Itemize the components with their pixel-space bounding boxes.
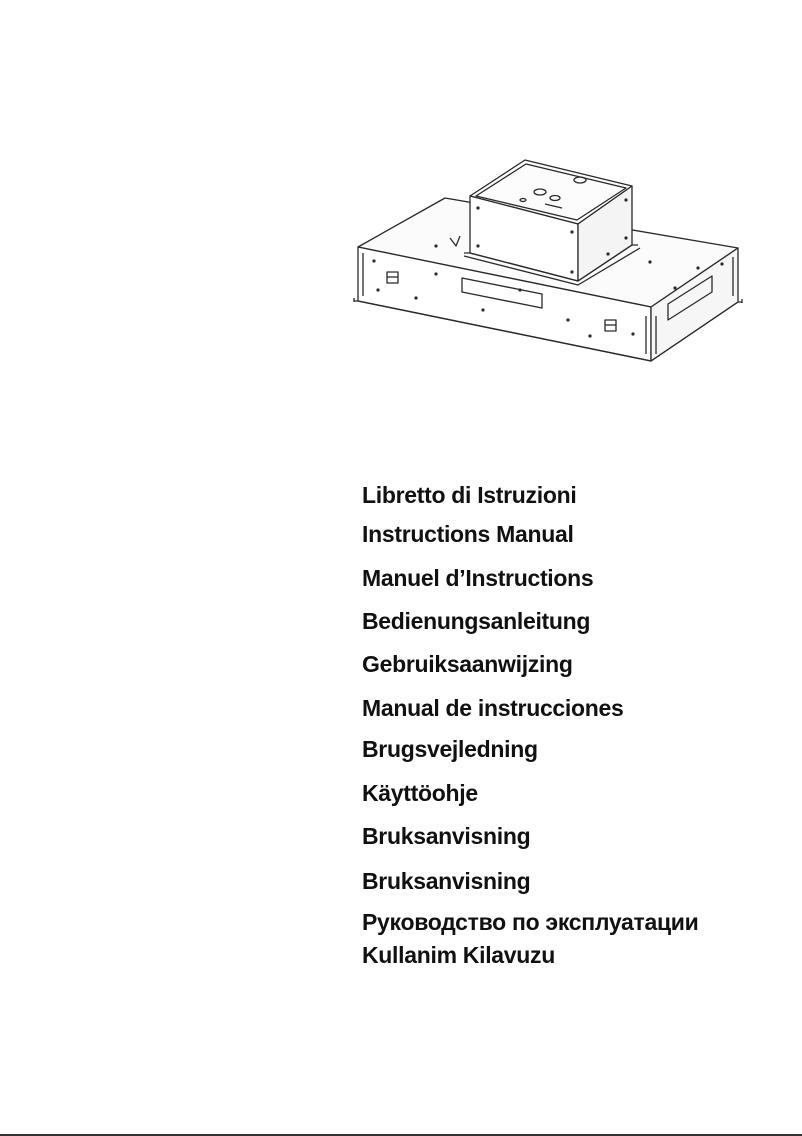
title-turkish: Kullanim Kilavuzu xyxy=(362,942,555,968)
title-finnish: Käyttöohje xyxy=(362,780,478,806)
title-danish: Brugsvejledning xyxy=(362,736,538,762)
title-french: Manuel d’Instructions xyxy=(362,565,594,591)
title-spanish: Manual de instrucciones xyxy=(362,695,624,721)
title-italian: Libretto di Istruzioni xyxy=(362,482,577,508)
title-english: Instructions Manual xyxy=(362,521,574,547)
title-dutch: Gebruiksaanwijzing xyxy=(362,651,573,677)
range-hood-illustration xyxy=(350,150,746,365)
title-swedish: Bruksanvisning xyxy=(362,823,531,849)
title-russian: Руководство по эксплуатации xyxy=(362,909,699,935)
title-norwegian: Bruksanvisning xyxy=(362,868,531,894)
title-german: Bedienungsanleitung xyxy=(362,608,591,634)
